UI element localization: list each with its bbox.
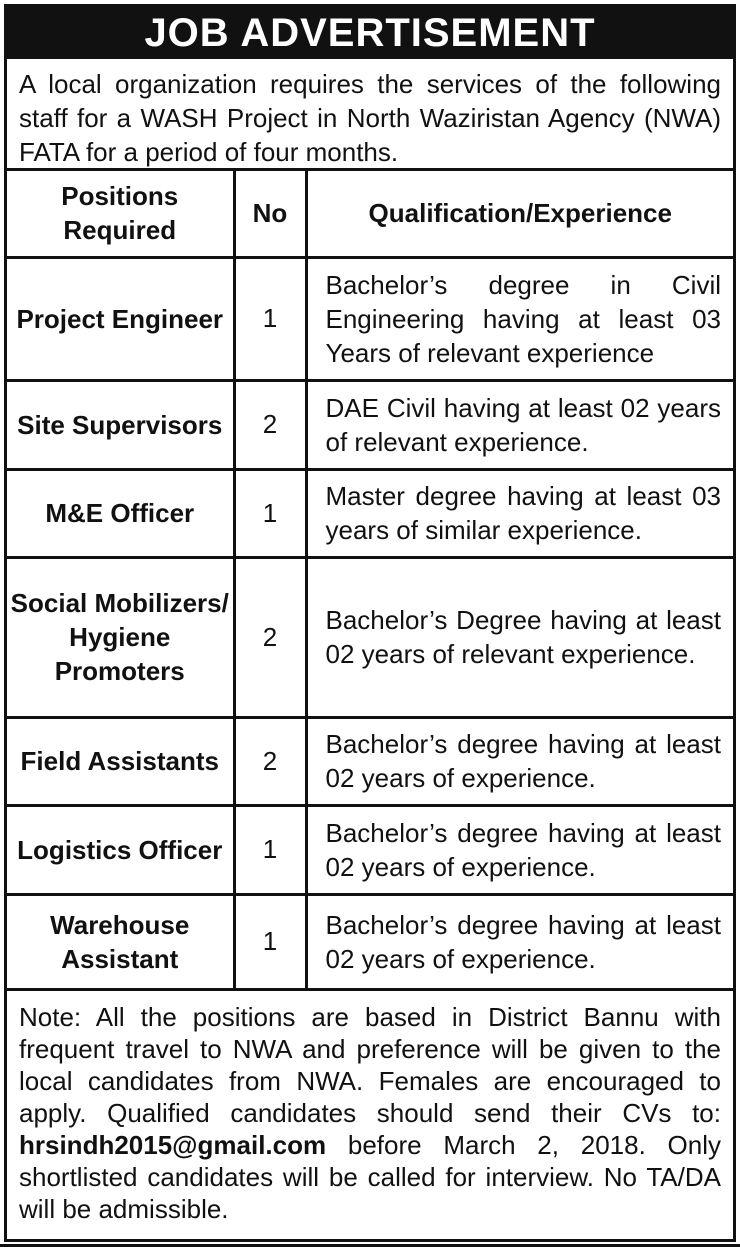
qualification-cell: Master degree having at least 03 years of similar experience. (306, 469, 733, 557)
count-cell: 2 (234, 717, 306, 805)
qualification-cell: Bachelor’s degree having at least 02 years of experience. (306, 805, 733, 894)
qualification-cell: Bachelor’s degree in Civil Engineering having at least 03 Years of relevant experience (306, 257, 733, 380)
table-row (7, 469, 733, 557)
intro-paragraph: A local organization requires the services of the following staff for a WASH Project in North Waziristan Agency (NWA) FATA for a period of four months. (7, 59, 733, 171)
qualification-cell: Bachelor’s degree having at least 02 years of experience. (306, 717, 733, 805)
count-cell: 2 (234, 380, 306, 469)
table-row (7, 717, 733, 805)
count-cell: 1 (234, 257, 306, 380)
ad-title: JOB ADVERTISEMENT (7, 7, 733, 59)
table-row (7, 380, 733, 469)
count-cell: 1 (234, 469, 306, 557)
count-cell: 1 (234, 805, 306, 894)
note-text: Note: All the positions are based in District Bannu with frequent travel to NWA and preference will be given to the local candidates from NWA. Females are encouraged to apply. Qualified candidates should send their CVs to: (19, 1001, 721, 1128)
table-row (7, 894, 733, 989)
count-cell: 2 (234, 557, 306, 717)
position-cell: Logistics Officer (7, 805, 234, 894)
table-header-row (7, 171, 733, 257)
table-row (7, 805, 733, 894)
position-cell: Field Assistants (7, 717, 234, 805)
table-row (7, 257, 733, 380)
job-advertisement (4, 4, 736, 1242)
positions-table (7, 171, 733, 991)
table-row (7, 557, 733, 717)
qualification-cell: Bachelor’s Degree having at least 02 years of relevant experience. (306, 557, 733, 717)
header-no: No (234, 171, 306, 257)
position-cell: Social Mobilizers/ Hygiene Promoters (7, 557, 234, 717)
position-cell: Project Engineer (7, 257, 234, 380)
position-cell: Site Supervisors (7, 380, 234, 469)
qualification-cell: DAE Civil having at least 02 years of relevant experience. (306, 380, 733, 469)
qualification-cell: Bachelor’s degree having at least 02 years of experience. (306, 894, 733, 989)
note-paragraph (7, 991, 733, 1240)
header-qualification: Qualification/Experience (306, 171, 733, 257)
header-positions: Positions Required (7, 171, 234, 257)
bottom-divider (0, 1244, 740, 1247)
note-deadline-text: before March 2, 2018. Only shortlisted candidates will be called for interview. No TA/DA will be admissible. (19, 1129, 721, 1224)
position-cell: M&E Officer (7, 469, 234, 557)
position-cell: Warehouse Assistant (7, 894, 234, 989)
count-cell: 1 (234, 894, 306, 989)
contact-email[interactable]: hrsindh2015@gmail.com (19, 1129, 327, 1160)
